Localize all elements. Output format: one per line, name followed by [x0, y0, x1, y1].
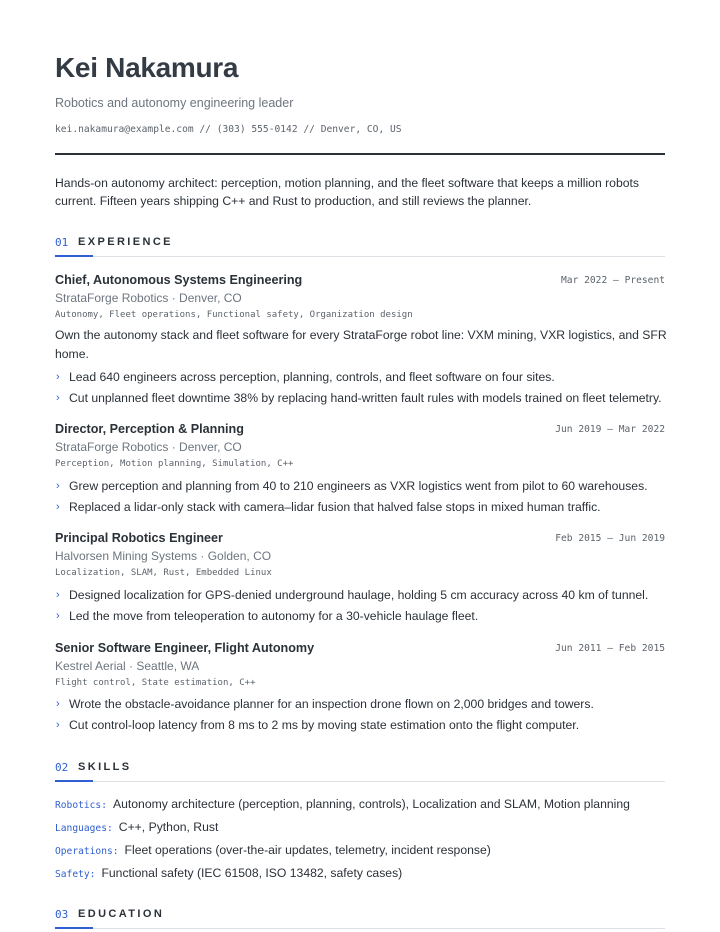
job-role: Director, Perception & Planning [55, 422, 244, 436]
job-organization: Halvorsen Mining Systems · Golden, CO [55, 549, 272, 563]
summary-text: Hands-on autonomy architect: perception, motion planning, and the fleet software that keeps a million robots current. Fifteen years shipping C++ and Rust to production, and still reviews the planner. [55, 176, 639, 208]
chevron-right-icon: › [56, 500, 60, 513]
skill-category: Safety: [55, 869, 96, 880]
skill-category: Languages: [55, 823, 113, 834]
section-divider [55, 781, 665, 782]
section-divider [55, 256, 665, 257]
job-tags: Perception, Motion planning, Simulation, C++ [55, 459, 294, 469]
job-description: Own the autonomy stack and fleet software for every StrataForge robot line: VXM mining, VXR logistics, and SFR home. [55, 328, 667, 361]
job-bullet: › Lead 640 engineers across perception, planning, controls, and fleet software on four sites. [55, 367, 667, 388]
candidate-tagline: Robotics and autonomy engineering leader [55, 96, 294, 110]
job-organization: StrataForge Robotics · Denver, CO [55, 291, 242, 305]
skill-row [55, 843, 491, 857]
chevron-right-icon: › [56, 609, 60, 622]
section-accent [55, 780, 93, 782]
job-bullets [55, 694, 667, 735]
section-number: 02 [55, 761, 69, 774]
job-bullet: › Cut control-loop latency from 8 ms to 2 ms by moving state estimation onto the flight computer. [55, 715, 667, 736]
section-number: 03 [55, 908, 69, 921]
contact-line: kei.nakamura@example.com // (303) 555-0142 // Denver, CO, US [55, 124, 402, 135]
job-bullet: › Wrote the obstacle-avoidance planner for an inspection drone flown on 2,000 bridges and towers. [55, 694, 667, 715]
skill-values: Fleet operations (over-the-air updates, telemetry, incident response) [124, 843, 491, 857]
skill-values: C++, Python, Rust [118, 820, 219, 834]
header-divider [55, 153, 665, 155]
job-role: Principal Robotics Engineer [55, 531, 223, 545]
job-dates: Feb 2015 — Jun 2019 [555, 533, 665, 544]
chevron-right-icon: › [56, 371, 60, 383]
skill-values: Functional safety (IEC 61508, ISO 13482, safety cases) [101, 866, 403, 880]
skill-category: Robotics: [55, 800, 107, 811]
job-dates: Jun 2019 — Mar 2022 [555, 424, 665, 435]
job-organization: StrataForge Robotics · Denver, CO [55, 440, 242, 454]
chevron-right-icon: › [56, 589, 60, 601]
section-title: EDUCATION [78, 908, 165, 920]
job-tags: Autonomy, Fleet operations, Functional safety, Organization design [55, 310, 413, 320]
job-role: Senior Software Engineer, Flight Autonomy [55, 641, 315, 655]
chevron-right-icon: › [56, 698, 60, 710]
chevron-right-icon: › [56, 718, 60, 731]
job-bullet: › Designed localization for GPS-denied underground haulage, holding 5 cm accuracy across 40 km of tunnel. [55, 585, 667, 606]
job-bullets [55, 367, 667, 408]
section-title: EXPERIENCE [78, 236, 173, 248]
job-dates: Mar 2022 — Present [561, 275, 665, 286]
job-bullet: › Replaced a lidar-only stack with camera–lidar fusion that halved false stops in mixed human traffic. [55, 497, 667, 518]
section-divider [55, 928, 665, 929]
job-dates: Jun 2011 — Feb 2015 [555, 643, 665, 654]
job-tags: Flight control, State estimation, C++ [55, 678, 256, 688]
job-bullet: › Grew perception and planning from 40 to 210 engineers as VXR logistics went from pilot to 60 warehouses. [55, 476, 667, 497]
section-title: SKILLS [78, 761, 132, 773]
job-bullets [55, 476, 667, 517]
section-accent [55, 927, 93, 929]
job-bullets [55, 585, 667, 626]
job-organization: Kestrel Aerial · Seattle, WA [55, 659, 200, 673]
skill-row [55, 866, 402, 880]
section-accent [55, 255, 93, 257]
job-bullet: › Led the move from teleoperation to autonomy for a 30-vehicle haulage fleet. [55, 606, 667, 627]
chevron-right-icon: › [56, 480, 60, 492]
skill-category: Operations: [55, 846, 119, 857]
skill-row [55, 820, 218, 834]
job-bullet: › Cut unplanned fleet downtime 38% by replacing hand-written fault rules with models trained on fleet telemetry. [55, 388, 667, 409]
job-role: Chief, Autonomous Systems Engineering [55, 273, 303, 287]
section-number: 01 [55, 236, 69, 249]
skill-values: Autonomy architecture (perception, planning, controls), Localization and SLAM, Motion planning [112, 797, 630, 811]
job-tags: Localization, SLAM, Rust, Embedded Linux [55, 568, 272, 578]
candidate-name: Kei Nakamura [55, 52, 239, 83]
chevron-right-icon: › [56, 391, 60, 404]
skill-row [55, 797, 630, 811]
